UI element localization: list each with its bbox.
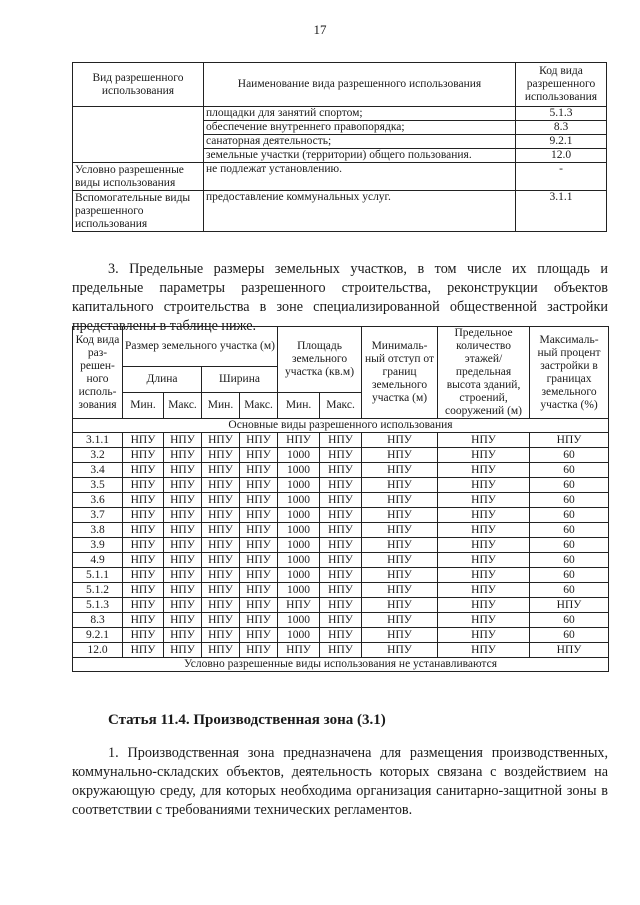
- table-header-row: [73, 327, 609, 367]
- header-use-code: Код вида разрешенного использования: [516, 63, 607, 107]
- cell-width-max: НПУ: [240, 643, 278, 658]
- cell-area-min: 1000: [278, 553, 320, 568]
- cell-width-min: НПУ: [202, 463, 240, 478]
- cell-width-max: НПУ: [240, 598, 278, 613]
- cell-code: 9.2.1: [73, 628, 123, 643]
- cell-width-min: НПУ: [202, 523, 240, 538]
- cell-area-max: НПУ: [320, 463, 362, 478]
- cell-area-min: НПУ: [278, 433, 320, 448]
- cell-width-min: НПУ: [202, 613, 240, 628]
- limits-table-body: [73, 433, 609, 658]
- cell-min-setback: НПУ: [362, 583, 438, 598]
- cell-width-max: НПУ: [240, 508, 278, 523]
- cell-max-percent: 60: [530, 538, 609, 553]
- cell-code: 3.4: [73, 463, 123, 478]
- cell-area-min: 1000: [278, 538, 320, 553]
- use-code: 5.1.3: [516, 107, 607, 121]
- cell-min-setback: НПУ: [362, 568, 438, 583]
- cell-length-max: НПУ: [164, 433, 202, 448]
- cell-width-max: НПУ: [240, 613, 278, 628]
- table-row: [73, 628, 609, 643]
- cell-width-max: НПУ: [240, 568, 278, 583]
- cell-max-percent: 60: [530, 463, 609, 478]
- cell-code: 3.6: [73, 493, 123, 508]
- table-row: [73, 433, 609, 448]
- header-use-type: Вид разрешенного использования: [73, 63, 204, 107]
- header-area: Площадь земельного участка (кв.м): [278, 327, 362, 393]
- cell-area-max: НПУ: [320, 553, 362, 568]
- cell-min-setback: НПУ: [362, 493, 438, 508]
- cell-area-max: НПУ: [320, 448, 362, 463]
- cell-max-percent: НПУ: [530, 643, 609, 658]
- cell-area-min: 1000: [278, 463, 320, 478]
- cell-max-percent: 60: [530, 523, 609, 538]
- header-size: Размер земельного участка (м): [123, 327, 278, 367]
- cell-code: 5.1.3: [73, 598, 123, 613]
- table-row: [73, 538, 609, 553]
- table-row: [73, 523, 609, 538]
- cell-length-max: НПУ: [164, 553, 202, 568]
- cell-max-floors: НПУ: [438, 553, 530, 568]
- cell-width-max: НПУ: [240, 478, 278, 493]
- section-row: [73, 658, 609, 672]
- cell-length-max: НПУ: [164, 508, 202, 523]
- use-code: 12.0: [516, 149, 607, 163]
- table-row: [73, 568, 609, 583]
- header-use-name: Наименование вида разрешенного использования: [204, 63, 516, 107]
- cell-length-min: НПУ: [123, 613, 164, 628]
- cell-width-max: НПУ: [240, 433, 278, 448]
- cell-length-max: НПУ: [164, 598, 202, 613]
- cell-width-min: НПУ: [202, 433, 240, 448]
- cell-length-max: НПУ: [164, 643, 202, 658]
- cell-length-max: НПУ: [164, 448, 202, 463]
- cell-width-min: НПУ: [202, 538, 240, 553]
- cell-max-percent: 60: [530, 478, 609, 493]
- cell-area-max: НПУ: [320, 613, 362, 628]
- cell-max-floors: НПУ: [438, 568, 530, 583]
- cell-code: 8.3: [73, 613, 123, 628]
- header-area-max: Макс.: [320, 393, 362, 419]
- cell-width-max: НПУ: [240, 553, 278, 568]
- table-row: [73, 478, 609, 493]
- cell-length-min: НПУ: [123, 643, 164, 658]
- cell-area-max: НПУ: [320, 493, 362, 508]
- cell-min-setback: НПУ: [362, 523, 438, 538]
- table-row: [73, 191, 607, 232]
- table-row: [73, 553, 609, 568]
- cell-max-floors: НПУ: [438, 628, 530, 643]
- cell-max-percent: 60: [530, 568, 609, 583]
- use-name: площадки для занятий спортом;: [204, 107, 516, 121]
- cell-area-max: НПУ: [320, 628, 362, 643]
- use-code: -: [516, 163, 607, 191]
- cell-length-min: НПУ: [123, 568, 164, 583]
- cell-area-max: НПУ: [320, 433, 362, 448]
- cell-area-min: 1000: [278, 508, 320, 523]
- cell-length-max: НПУ: [164, 628, 202, 643]
- cell-length-min: НПУ: [123, 628, 164, 643]
- cell-length-max: НПУ: [164, 568, 202, 583]
- cell-width-min: НПУ: [202, 493, 240, 508]
- use-name: санаторная деятельность;: [204, 135, 516, 149]
- table-header-row: [73, 63, 607, 107]
- paragraph-industrial-zone: [72, 744, 608, 820]
- use-name: предоставление коммунальных услуг.: [204, 191, 516, 232]
- paragraph-limits: [72, 260, 608, 336]
- cell-max-floors: НПУ: [438, 598, 530, 613]
- cell-max-percent: НПУ: [530, 598, 609, 613]
- header-length-max: Макс.: [164, 393, 202, 419]
- cell-area-max: НПУ: [320, 583, 362, 598]
- section-conditional-uses: Условно разрешенные виды использования не устанавливаются: [73, 658, 609, 672]
- cell-length-min: НПУ: [123, 493, 164, 508]
- cell-length-min: НПУ: [123, 553, 164, 568]
- cell-length-max: НПУ: [164, 493, 202, 508]
- auxiliary-use-type: Вспомогательные виды разрешенного использования: [73, 191, 204, 232]
- header-length-min: Мин.: [123, 393, 164, 419]
- cell-area-max: НПУ: [320, 568, 362, 583]
- cell-length-max: НПУ: [164, 613, 202, 628]
- cell-width-max: НПУ: [240, 583, 278, 598]
- cell-area-min: 1000: [278, 448, 320, 463]
- use-name: обеспечение внутреннего правопорядка;: [204, 121, 516, 135]
- table-row: [73, 598, 609, 613]
- cell-area-min: 1000: [278, 523, 320, 538]
- header-code: Код вида раз-решен-ного исполь-зования: [73, 327, 123, 419]
- cell-max-percent: 60: [530, 553, 609, 568]
- cell-width-max: НПУ: [240, 448, 278, 463]
- cell-max-floors: НПУ: [438, 463, 530, 478]
- table-row: [73, 508, 609, 523]
- cell-max-percent: НПУ: [530, 433, 609, 448]
- use-code: 3.1.1: [516, 191, 607, 232]
- paragraph-limits-text: 3. Предельные размеры земельных участков, в том числе их площадь и предельные параметры разрешенного строительства, реконструкции объектов капитального строительства в зоне специализированной общественной застройки представлены в таблице ниже.: [72, 261, 608, 334]
- cell-code: 3.7: [73, 508, 123, 523]
- cell-max-percent: 60: [530, 493, 609, 508]
- cell-width-max: НПУ: [240, 463, 278, 478]
- conditional-use-type: Условно разрешенные виды использования: [73, 163, 204, 191]
- header-max-floors: Предельное количество этажей/ предельная высота зданий, строений, сооружений (м): [438, 327, 530, 419]
- cell-area-min: 1000: [278, 583, 320, 598]
- cell-max-floors: НПУ: [438, 523, 530, 538]
- cell-area-min: НПУ: [278, 643, 320, 658]
- header-width-max: Макс.: [240, 393, 278, 419]
- table-row: [73, 583, 609, 598]
- cell-max-percent: 60: [530, 508, 609, 523]
- header-max-percent: Максималь-ный процент застройки в границах земельного участка (%): [530, 327, 609, 419]
- header-min-setback: Минималь-ный отступ от границ земельного участка (м): [362, 327, 438, 419]
- table-row: [73, 613, 609, 628]
- cell-min-setback: НПУ: [362, 478, 438, 493]
- cell-max-percent: 60: [530, 583, 609, 598]
- cell-width-max: НПУ: [240, 628, 278, 643]
- cell-area-min: 1000: [278, 493, 320, 508]
- cell-min-setback: НПУ: [362, 433, 438, 448]
- cell-max-floors: НПУ: [438, 613, 530, 628]
- cell-width-min: НПУ: [202, 508, 240, 523]
- page-number: 17: [313, 22, 327, 37]
- cell-code: 3.5: [73, 478, 123, 493]
- section-row: [73, 419, 609, 433]
- cell-area-min: НПУ: [278, 598, 320, 613]
- header-width: Ширина: [202, 367, 278, 393]
- cell-width-min: НПУ: [202, 553, 240, 568]
- cell-max-floors: НПУ: [438, 448, 530, 463]
- cell-width-max: НПУ: [240, 523, 278, 538]
- cell-max-floors: НПУ: [438, 583, 530, 598]
- cell-length-max: НПУ: [164, 538, 202, 553]
- cell-length-max: НПУ: [164, 583, 202, 598]
- cell-code: 4.9: [73, 553, 123, 568]
- cell-min-setback: НПУ: [362, 613, 438, 628]
- cell-width-max: НПУ: [240, 538, 278, 553]
- limits-table: [72, 326, 609, 672]
- header-length: Длина: [123, 367, 202, 393]
- permitted-use-table: [72, 62, 607, 232]
- cell-length-min: НПУ: [123, 598, 164, 613]
- cell-length-min: НПУ: [123, 538, 164, 553]
- cell-area-min: 1000: [278, 568, 320, 583]
- cell-code: 3.2: [73, 448, 123, 463]
- cell-area-max: НПУ: [320, 478, 362, 493]
- table-row: [73, 463, 609, 478]
- table-row: [73, 448, 609, 463]
- cell-area-min: 1000: [278, 613, 320, 628]
- cell-length-min: НПУ: [123, 463, 164, 478]
- cell-area-max: НПУ: [320, 538, 362, 553]
- paragraph-industrial-zone-text: 1. Производственная зона предназначена для размещения производственных, коммунально-складских объектов, деятельность которых связана с воздействием на окружающую среду, для которых необходима организация санитарно-защитной зоны в соответствии с требованиями технических регламентов.: [72, 745, 608, 818]
- table-row: [73, 643, 609, 658]
- cell-max-floors: НПУ: [438, 493, 530, 508]
- section-heading: Статья 11.4. Производственная зона (3.1): [108, 712, 386, 728]
- cell-min-setback: НПУ: [362, 628, 438, 643]
- table-row: [73, 163, 607, 191]
- cell-length-min: НПУ: [123, 433, 164, 448]
- use-name: земельные участки (территории) общего пользования.: [204, 149, 516, 163]
- header-width-min: Мин.: [202, 393, 240, 419]
- cell-min-setback: НПУ: [362, 463, 438, 478]
- cell-width-min: НПУ: [202, 628, 240, 643]
- cell-width-min: НПУ: [202, 643, 240, 658]
- cell-area-min: 1000: [278, 478, 320, 493]
- cell-area-max: НПУ: [320, 598, 362, 613]
- cell-max-floors: НПУ: [438, 478, 530, 493]
- section-main-uses: Основные виды разрешенного использования: [73, 419, 609, 433]
- cell-length-min: НПУ: [123, 478, 164, 493]
- cell-code: 3.8: [73, 523, 123, 538]
- cell-length-min: НПУ: [123, 508, 164, 523]
- main-use-type-cell: [73, 107, 204, 163]
- cell-length-min: НПУ: [123, 523, 164, 538]
- cell-length-max: НПУ: [164, 478, 202, 493]
- cell-min-setback: НПУ: [362, 508, 438, 523]
- cell-width-min: НПУ: [202, 598, 240, 613]
- cell-max-percent: 60: [530, 448, 609, 463]
- cell-min-setback: НПУ: [362, 598, 438, 613]
- cell-area-max: НПУ: [320, 523, 362, 538]
- cell-min-setback: НПУ: [362, 538, 438, 553]
- cell-min-setback: НПУ: [362, 643, 438, 658]
- cell-area-max: НПУ: [320, 643, 362, 658]
- cell-area-min: 1000: [278, 628, 320, 643]
- cell-min-setback: НПУ: [362, 448, 438, 463]
- cell-code: 3.9: [73, 538, 123, 553]
- cell-length-min: НПУ: [123, 448, 164, 463]
- cell-max-percent: 60: [530, 628, 609, 643]
- cell-width-min: НПУ: [202, 583, 240, 598]
- cell-code: 3.1.1: [73, 433, 123, 448]
- cell-code: 5.1.2: [73, 583, 123, 598]
- cell-width-min: НПУ: [202, 448, 240, 463]
- cell-code: 5.1.1: [73, 568, 123, 583]
- cell-length-max: НПУ: [164, 463, 202, 478]
- use-code: 8.3: [516, 121, 607, 135]
- cell-length-min: НПУ: [123, 583, 164, 598]
- cell-max-floors: НПУ: [438, 538, 530, 553]
- cell-max-floors: НПУ: [438, 433, 530, 448]
- header-area-min: Мин.: [278, 393, 320, 419]
- cell-width-min: НПУ: [202, 568, 240, 583]
- table-row: [73, 493, 609, 508]
- cell-width-max: НПУ: [240, 493, 278, 508]
- use-name: не подлежат установлению.: [204, 163, 516, 191]
- use-code: 9.2.1: [516, 135, 607, 149]
- cell-width-min: НПУ: [202, 478, 240, 493]
- cell-code: 12.0: [73, 643, 123, 658]
- cell-max-floors: НПУ: [438, 508, 530, 523]
- cell-length-max: НПУ: [164, 523, 202, 538]
- cell-max-floors: НПУ: [438, 643, 530, 658]
- table-row: [73, 107, 607, 121]
- cell-min-setback: НПУ: [362, 553, 438, 568]
- cell-max-percent: 60: [530, 613, 609, 628]
- cell-area-max: НПУ: [320, 508, 362, 523]
